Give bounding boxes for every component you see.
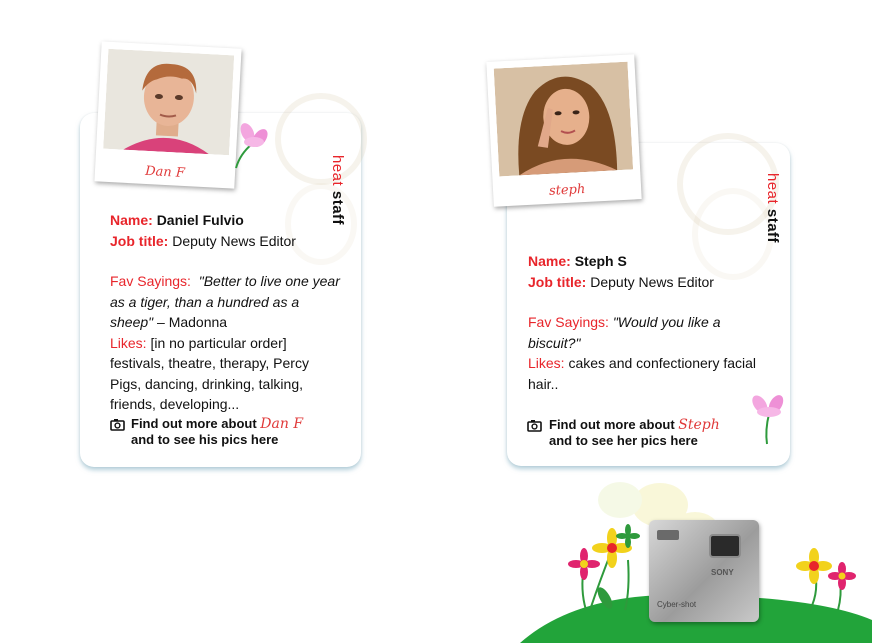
camera-icon bbox=[527, 419, 542, 432]
heat-staff-label: heat staff bbox=[329, 155, 346, 226]
profile-info-dan: Name: Daniel Fulvio Job title: Deputy News Editor Fav Sayings: "Better to live one year as a tiger, than a hundred as a sheep" – Madonna Likes: [in no particular order] festivals, theatre, therapy, Percy Pigs, dancing, drinking, talking, friends, developing... bbox=[110, 212, 340, 412]
flower-icon bbox=[796, 548, 856, 610]
find-more-link-dan[interactable]: Find out more about Dan F and to see his pics here bbox=[131, 416, 304, 447]
portrait-image bbox=[103, 49, 234, 155]
portrait-image bbox=[494, 62, 633, 177]
fav-saying: "Better to live one year as a tiger, than a hundred as a sheep" bbox=[110, 273, 340, 330]
profile-name: Steph S bbox=[574, 253, 627, 269]
heat-staff-label: heat staff bbox=[764, 173, 781, 244]
coffee-stain bbox=[275, 93, 367, 185]
likes: cakes and confectionery facial hair.. bbox=[528, 355, 757, 392]
profile-name: Daniel Fulvio bbox=[156, 212, 244, 228]
flower-icon bbox=[745, 392, 793, 446]
find-more-link-steph[interactable]: Find out more about Steph and to see her pics here bbox=[549, 417, 720, 448]
flower-icon bbox=[226, 120, 274, 170]
job-title: Deputy News Editor bbox=[172, 232, 296, 249]
job-title: Deputy News Editor bbox=[590, 273, 714, 290]
profile-photo-steph[interactable] bbox=[486, 54, 641, 207]
photo-caption: steph bbox=[548, 181, 586, 199]
camera-icon bbox=[110, 418, 125, 431]
likes: [in no particular order] festivals, theatre, therapy, Percy Pigs, dancing, drinking, talking, friends, developing... bbox=[110, 334, 309, 412]
camera-product-image[interactable]: SONY Cyber-shot bbox=[649, 520, 759, 622]
profile-info-steph: Name: Steph S Job title: Deputy News Editor Fav Sayings: "Would you like a biscuit?" Likes: cakes and confectionery facial hair.. bbox=[528, 253, 757, 392]
fav-saying: "Would you like a biscuit?" bbox=[528, 314, 721, 351]
photo-caption: Dan F bbox=[144, 163, 186, 181]
profile-photo-dan[interactable] bbox=[94, 41, 241, 188]
